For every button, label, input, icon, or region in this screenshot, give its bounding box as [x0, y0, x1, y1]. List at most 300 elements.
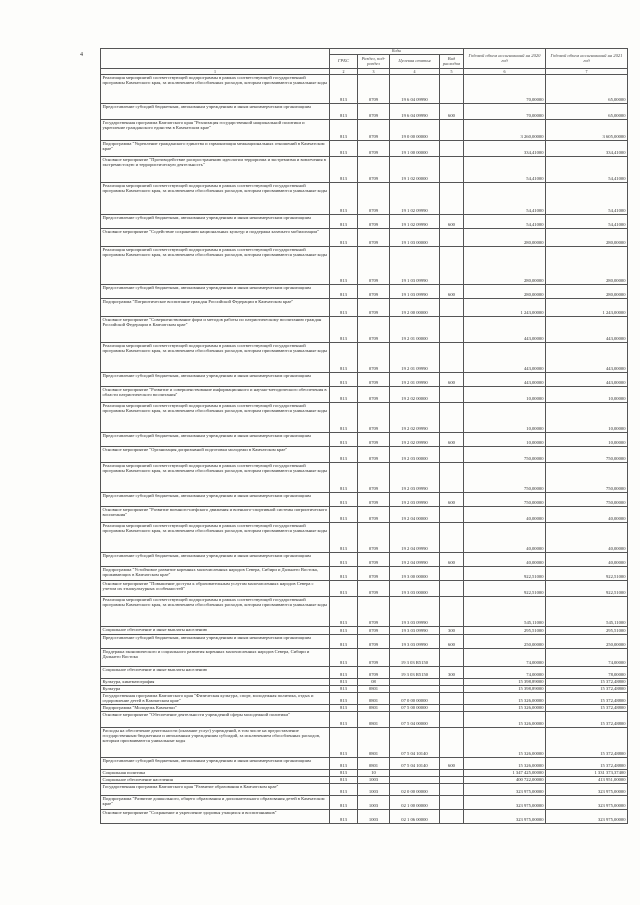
- row-section: 0709: [358, 566, 390, 580]
- row-target-article: 19 2 00 00000: [390, 298, 440, 316]
- row-target-article: 19 3 03 R5150: [390, 666, 440, 678]
- row-name: Реализация мероприятий соответствующей подпрограммы в рамках соответствующей государственной программы Камчатского края, за исключением обособленных расходов, которым присваиваются уникальные коды: [101, 462, 330, 492]
- row-section: 0709: [358, 626, 390, 634]
- row-amount-2020: 750,00000: [464, 492, 546, 506]
- row-expense-type: [440, 580, 464, 596]
- row-target-article: 19 3 03 09990: [390, 596, 440, 626]
- table-row: [101, 692, 628, 704]
- row-section: 0709: [358, 580, 390, 596]
- table-row: [101, 386, 628, 402]
- table-row: [101, 74, 628, 103]
- row-section: 1003: [358, 776, 390, 783]
- row-amount-2021: 1 331 373,37400: [546, 769, 628, 776]
- row-amount-2020: 15 326,00000: [464, 711, 546, 727]
- row-amount-2020: 750,00000: [464, 462, 546, 492]
- table-row: [101, 783, 628, 795]
- row-expense-type: [440, 648, 464, 666]
- row-amount-2020: 15 326,00000: [464, 757, 546, 769]
- row-amount-2020: 15 326,00000: [464, 727, 546, 757]
- index-cell: 3: [358, 68, 390, 74]
- row-grbs: 813: [330, 678, 358, 685]
- row-section: 0709: [358, 552, 390, 566]
- row-grbs: 813: [330, 284, 358, 298]
- row-target-article: 19 3 03 00000: [390, 580, 440, 596]
- table-row: [101, 685, 628, 692]
- row-section: 1003: [358, 809, 390, 823]
- row-grbs: 813: [330, 214, 358, 228]
- table-row: [101, 246, 628, 284]
- row-expense-type: 600: [440, 284, 464, 298]
- row-target-article: 19 3 03 R5150: [390, 648, 440, 666]
- row-grbs: 813: [330, 580, 358, 596]
- row-target-article: 02 1 00 00000: [390, 795, 440, 809]
- row-amount-2020: 15 398,89000: [464, 678, 546, 685]
- row-name: Государственная программа Камчатского края "Развитие образования в Камчатском крае": [101, 783, 330, 795]
- row-amount-2020: 334,41000: [464, 140, 546, 156]
- row-amount-2020: 1 347 425,00000: [464, 769, 546, 776]
- row-amount-2020: 545,11000: [464, 596, 546, 626]
- table-row: [101, 402, 628, 432]
- row-amount-2020: 250,00000: [464, 634, 546, 648]
- row-amount-2021: 250,00000: [546, 634, 628, 648]
- row-name: Предоставление субсидий бюджетным, автономным учреждениям и иным некоммерческим организациям: [101, 284, 330, 298]
- row-amount-2020: 280,00000: [464, 284, 546, 298]
- row-expense-type: [440, 402, 464, 432]
- row-amount-2020: 280,00000: [464, 228, 546, 246]
- row-name: Основное мероприятие "Противодействие распространению идеологии терроризма и экстремизма и вовлечения в экстремистскую и террористическую деятельность": [101, 156, 330, 182]
- row-target-article: 07 5 00 00000: [390, 704, 440, 711]
- row-expense-type: [440, 462, 464, 492]
- table-row: [101, 214, 628, 228]
- row-target-article: 19 2 03 00000: [390, 446, 440, 462]
- header-section: Раздел, под-раздел: [358, 54, 390, 68]
- row-target-article: 19 2 03 09990: [390, 492, 440, 506]
- row-amount-2021: 54,41000: [546, 214, 628, 228]
- row-amount-2021: 443,00000: [546, 342, 628, 372]
- row-amount-2021: 40,00000: [546, 506, 628, 522]
- budget-rows: [101, 74, 628, 823]
- row-grbs: 813: [330, 648, 358, 666]
- row-name: Предоставление субсидий бюджетным, автономным учреждениям и иным некоммерческим организациям: [101, 372, 330, 386]
- table-row: [101, 316, 628, 342]
- row-expense-type: 600: [440, 552, 464, 566]
- row-amount-2020: 400 722,00000: [464, 776, 546, 783]
- row-amount-2020: 10,00000: [464, 386, 546, 402]
- row-amount-2021: 15 372,48800: [546, 678, 628, 685]
- row-amount-2020: 40,00000: [464, 552, 546, 566]
- row-section: 0709: [358, 648, 390, 666]
- row-section: 0709: [358, 506, 390, 522]
- row-grbs: 813: [330, 386, 358, 402]
- row-expense-type: 600: [440, 372, 464, 386]
- row-amount-2020: 10,00000: [464, 432, 546, 446]
- row-name: Предоставление субсидий бюджетным, автономным учреждениям и иным некоммерческим организациям: [101, 214, 330, 228]
- row-amount-2021: 750,00000: [546, 462, 628, 492]
- row-amount-2020: 1 243,00000: [464, 298, 546, 316]
- header-target-article: Целевая статья: [390, 54, 440, 68]
- row-amount-2021: 54,41000: [546, 156, 628, 182]
- row-grbs: 813: [330, 103, 358, 119]
- row-name: Предоставление субсидий бюджетным, автономным учреждениям и иным некоммерческим организациям: [101, 103, 330, 119]
- row-grbs: 813: [330, 402, 358, 432]
- row-expense-type: 600: [440, 634, 464, 648]
- row-expense-type: [440, 74, 464, 103]
- row-name: Реализация мероприятий соответствующей подпрограммы в рамках соответствующей государственной программы Камчатского края, за исключением обособленных расходов, которым присваиваются уникальные коды: [101, 246, 330, 284]
- row-name: Расходы на обеспечение деятельности (оказание услуг) учреждений, в том числе на предоставление государственным бюджетным и автономным учреждениям субсидий, за исключением обособленных расходов, которым присваиваются уникальные коды: [101, 727, 330, 757]
- row-section: 0801: [358, 704, 390, 711]
- table-row: [101, 776, 628, 783]
- table-row: [101, 666, 628, 678]
- table-row: [101, 462, 628, 492]
- row-amount-2020: 74,00000: [464, 648, 546, 666]
- row-target-article: 19 2 04 00000: [390, 506, 440, 522]
- table-row: [101, 648, 628, 666]
- header-name: [101, 49, 330, 69]
- table-row: [101, 492, 628, 506]
- row-target-article: [390, 685, 440, 692]
- row-amount-2020: 443,00000: [464, 342, 546, 372]
- row-amount-2020: 323 975,00000: [464, 783, 546, 795]
- row-amount-2021: 443,00000: [546, 372, 628, 386]
- row-target-article: 19 2 02 00000: [390, 386, 440, 402]
- row-expense-type: 300: [440, 666, 464, 678]
- row-amount-2021: 280,00000: [546, 246, 628, 284]
- row-section: 0709: [358, 492, 390, 506]
- row-grbs: 813: [330, 492, 358, 506]
- row-grbs: 813: [330, 692, 358, 704]
- table-row: [101, 634, 628, 648]
- table-row: [101, 156, 628, 182]
- row-grbs: 813: [330, 506, 358, 522]
- index-cell: 7: [546, 68, 628, 74]
- row-name: Предоставление субсидий бюджетным, автономным учреждениям и иным некоммерческим организациям: [101, 432, 330, 446]
- table-row: [101, 711, 628, 727]
- row-name: Основное мероприятие "Сохранение и укрепление здоровья учащихся и воспитанников": [101, 809, 330, 823]
- row-section: 1003: [358, 795, 390, 809]
- row-section: 0709: [358, 596, 390, 626]
- row-name: Социальная политика: [101, 769, 330, 776]
- row-grbs: 813: [330, 298, 358, 316]
- row-amount-2021: 78,00000: [546, 666, 628, 678]
- row-expense-type: [440, 246, 464, 284]
- row-grbs: 813: [330, 522, 358, 552]
- row-target-article: 19 2 02 09990: [390, 432, 440, 446]
- row-expense-type: [440, 769, 464, 776]
- row-name: Реализация мероприятий соответствующей подпрограммы в рамках соответствующей государственной программы Камчатского края, за исключением обособленных расходов, которым присваиваются уникальные коды: [101, 342, 330, 372]
- row-grbs: 813: [330, 432, 358, 446]
- row-expense-type: [440, 704, 464, 711]
- row-name: Реализация мероприятий соответствующей подпрограммы в рамках соответствующей государственной программы Камчатского края, за исключением обособленных расходов, которым присваиваются уникальные коды: [101, 402, 330, 432]
- row-name: Культура: [101, 685, 330, 692]
- header-codes-group: Коды: [330, 49, 464, 55]
- row-expense-type: [440, 298, 464, 316]
- row-amount-2021: 54,41000: [546, 182, 628, 214]
- budget-table-sheet: [100, 48, 627, 898]
- row-section: 0709: [358, 284, 390, 298]
- row-section: 0801: [358, 757, 390, 769]
- row-grbs: 813: [330, 316, 358, 342]
- row-grbs: 813: [330, 809, 358, 823]
- row-amount-2021: 65,00000: [546, 74, 628, 103]
- row-amount-2021: 334,41000: [546, 140, 628, 156]
- row-name: Реализация мероприятий соответствующей подпрограммы в рамках соответствующей государственной программы Камчатского края, за исключением обособленных расходов, которым присваиваются уникальные коды: [101, 182, 330, 214]
- row-amount-2020: 295,51000: [464, 626, 546, 634]
- row-grbs: 813: [330, 552, 358, 566]
- row-target-article: 02 0 00 00000: [390, 783, 440, 795]
- row-section: 0709: [358, 402, 390, 432]
- row-target-article: 19 3 03 09990: [390, 626, 440, 634]
- row-expense-type: [440, 809, 464, 823]
- index-cell: 5: [440, 68, 464, 74]
- row-target-article: 19 6 04 09990: [390, 74, 440, 103]
- row-section: 0709: [358, 522, 390, 552]
- row-name: Подпрограмма "Укрепление гражданского единства и гармонизация межнациональных отношений в Камчатском крае": [101, 140, 330, 156]
- row-section: 1003: [358, 783, 390, 795]
- table-row: [101, 704, 628, 711]
- row-amount-2020: 54,41000: [464, 214, 546, 228]
- row-grbs: 813: [330, 566, 358, 580]
- index-cell: 4: [390, 68, 440, 74]
- row-grbs: 813: [330, 446, 358, 462]
- table-row: [101, 580, 628, 596]
- row-target-article: 19 2 02 09990: [390, 402, 440, 432]
- row-grbs: 813: [330, 626, 358, 634]
- row-amount-2020: 750,00000: [464, 446, 546, 462]
- row-section: 0709: [358, 119, 390, 140]
- row-grbs: 813: [330, 685, 358, 692]
- row-amount-2021: 922,51000: [546, 566, 628, 580]
- row-amount-2020: 443,00000: [464, 372, 546, 386]
- row-target-article: 19 2 04 09990: [390, 552, 440, 566]
- row-section: 0709: [358, 666, 390, 678]
- row-target-article: 19 3 00 00000: [390, 566, 440, 580]
- row-amount-2021: 280,00000: [546, 228, 628, 246]
- row-section: 0709: [358, 103, 390, 119]
- table-row: [101, 140, 628, 156]
- row-expense-type: 300: [440, 626, 464, 634]
- row-target-article: [390, 776, 440, 783]
- row-amount-2021: 15 372,48800: [546, 727, 628, 757]
- row-section: 0709: [358, 634, 390, 648]
- row-expense-type: [440, 119, 464, 140]
- row-section: 0709: [358, 156, 390, 182]
- row-expense-type: [440, 685, 464, 692]
- row-expense-type: [440, 678, 464, 685]
- row-section: 0801: [358, 727, 390, 757]
- table-row: [101, 182, 628, 214]
- row-expense-type: [440, 727, 464, 757]
- index-cell: 1: [101, 68, 330, 74]
- row-target-article: 07 5 04 10140: [390, 757, 440, 769]
- row-amount-2021: 295,51000: [546, 626, 628, 634]
- row-grbs: 813: [330, 776, 358, 783]
- row-amount-2021: 10,00000: [546, 386, 628, 402]
- row-expense-type: [440, 506, 464, 522]
- row-amount-2021: 280,00000: [546, 284, 628, 298]
- row-name: Основное мероприятие "Содействие сохранению национальных культур и поддержка казачьего мобилизации": [101, 228, 330, 246]
- row-section: 0709: [358, 228, 390, 246]
- index-cell: 2: [330, 68, 358, 74]
- header-expense-type: Вид расходов: [440, 54, 464, 68]
- row-expense-type: 600: [440, 757, 464, 769]
- row-section: 0709: [358, 316, 390, 342]
- row-grbs: 813: [330, 704, 358, 711]
- row-grbs: 813: [330, 769, 358, 776]
- row-amount-2020: 40,00000: [464, 506, 546, 522]
- table-row: [101, 446, 628, 462]
- row-expense-type: 600: [440, 214, 464, 228]
- row-name: Социальное обеспечение населения: [101, 776, 330, 783]
- table-row: [101, 596, 628, 626]
- row-expense-type: [440, 566, 464, 580]
- row-target-article: 19 1 02 00000: [390, 156, 440, 182]
- row-amount-2020: 54,41000: [464, 182, 546, 214]
- table-row: [101, 506, 628, 522]
- row-name: Основное мероприятие "Развитие военного-шефского движения и военного-спортивной системы патриотического воспитания": [101, 506, 330, 522]
- row-expense-type: [440, 776, 464, 783]
- row-grbs: 813: [330, 119, 358, 140]
- row-target-article: 19 6 04 09990: [390, 103, 440, 119]
- table-row: [101, 757, 628, 769]
- row-amount-2021: 15 372,48800: [546, 692, 628, 704]
- row-expense-type: [440, 140, 464, 156]
- row-target-article: [390, 769, 440, 776]
- row-name: Основное мероприятие "Совершенствование форм и методов работы по патриотическому воспитанию граждан Российской Федерации в Камчатском крае": [101, 316, 330, 342]
- row-expense-type: [440, 446, 464, 462]
- row-target-article: 07 5 04 10140: [390, 727, 440, 757]
- row-amount-2021: 10,00000: [546, 402, 628, 432]
- row-target-article: 19 1 02 09990: [390, 182, 440, 214]
- row-amount-2021: 15 372,48800: [546, 704, 628, 711]
- row-name: Подпрограмма "Развитие дошкольного, общего образования и дополнительного образования детей в Камчатском крае": [101, 795, 330, 809]
- row-name: Государственная программа Камчатского края "Реализация государственной национальной политики и укрепление гражданского единства в Камчатском крае": [101, 119, 330, 140]
- row-amount-2020: 15 326,00000: [464, 692, 546, 704]
- row-expense-type: [440, 795, 464, 809]
- row-expense-type: [440, 692, 464, 704]
- row-amount-2021: 15 372,48800: [546, 685, 628, 692]
- row-amount-2020: 922,51000: [464, 566, 546, 580]
- row-name: Подпрограмма "Молодежь Камчатки": [101, 704, 330, 711]
- row-section: 0801: [358, 692, 390, 704]
- row-name: Реализация мероприятий соответствующей подпрограммы в рамках соответствующей государственной программы Камчатского края, за исключением обособленных расходов, которым присваиваются уникальные коды: [101, 74, 330, 103]
- row-section: 0709: [358, 246, 390, 284]
- row-target-article: 07 0 00 00000: [390, 692, 440, 704]
- row-name: Основное мероприятие "Развитие и совершенствование информационного и научно-методического обеспечения в области патриотического воспитания": [101, 386, 330, 402]
- row-amount-2021: 3 605,00000: [546, 119, 628, 140]
- row-amount-2021: 750,00000: [546, 446, 628, 462]
- row-name: Предоставление субсидий бюджетным, автономным учреждениям и иным некоммерческим организациям: [101, 552, 330, 566]
- row-grbs: 813: [330, 140, 358, 156]
- row-expense-type: [440, 182, 464, 214]
- row-amount-2021: 922,51000: [546, 580, 628, 596]
- row-name: Основное мероприятие "Организация допризывной подготовки молодежи в Камчатском крае": [101, 446, 330, 462]
- row-section: 0709: [358, 372, 390, 386]
- row-amount-2021: 15 372,48800: [546, 757, 628, 769]
- table-row: [101, 678, 628, 685]
- row-target-article: 19 3 03 09990: [390, 634, 440, 648]
- table-row: [101, 432, 628, 446]
- row-grbs: 813: [330, 182, 358, 214]
- row-name: Реализация мероприятий соответствующей подпрограммы в рамках соответствующей государственной программы Камчатского края, за исключением обособленных расходов, которым присваиваются уникальные коды: [101, 596, 330, 626]
- row-expense-type: [440, 316, 464, 342]
- row-amount-2020: 15 326,00000: [464, 704, 546, 711]
- row-section: 0709: [358, 446, 390, 462]
- row-grbs: 813: [330, 757, 358, 769]
- row-grbs: 813: [330, 711, 358, 727]
- row-section: 0709: [358, 462, 390, 492]
- row-name: Предоставление субсидий бюджетным, автономным учреждениям и иным некоммерческим организациям: [101, 757, 330, 769]
- row-amount-2020: 323 975,00000: [464, 795, 546, 809]
- row-amount-2021: 40,00000: [546, 522, 628, 552]
- row-amount-2020: 70,00000: [464, 103, 546, 119]
- budget-allocation-table: [100, 48, 628, 824]
- row-amount-2020: 54,41000: [464, 156, 546, 182]
- row-grbs: 813: [330, 156, 358, 182]
- row-amount-2020: 922,51000: [464, 580, 546, 596]
- row-section: 08: [358, 678, 390, 685]
- table-row: [101, 342, 628, 372]
- row-amount-2020: 40,00000: [464, 522, 546, 552]
- row-amount-2020: 15 398,89000: [464, 685, 546, 692]
- row-grbs: 813: [330, 246, 358, 284]
- row-expense-type: [440, 228, 464, 246]
- row-name: Социальное обеспечение и иные выплаты населению: [101, 666, 330, 678]
- row-amount-2021: 65,00000: [546, 103, 628, 119]
- row-target-article: 02 1 06 00000: [390, 809, 440, 823]
- row-name: Предоставление субсидий бюджетным, автономным учреждениям и иным некоммерческим организациям: [101, 634, 330, 648]
- row-section: 0709: [358, 298, 390, 316]
- row-target-article: [390, 678, 440, 685]
- table-row: [101, 119, 628, 140]
- row-grbs: 813: [330, 372, 358, 386]
- row-section: 0709: [358, 342, 390, 372]
- row-target-article: 19 0 00 00000: [390, 119, 440, 140]
- row-target-article: 19 1 00 00000: [390, 140, 440, 156]
- row-grbs: 813: [330, 342, 358, 372]
- table-row: [101, 566, 628, 580]
- row-expense-type: 600: [440, 432, 464, 446]
- row-target-article: 19 1 03 09990: [390, 284, 440, 298]
- row-section: 0709: [358, 140, 390, 156]
- row-name: Подпрограмма "Патриотическое воспитание граждан Российской Федерации в Камчатском крае": [101, 298, 330, 316]
- row-amount-2021: 10,00000: [546, 432, 628, 446]
- index-cell: 6: [464, 68, 546, 74]
- table-row: [101, 809, 628, 823]
- table-row: [101, 769, 628, 776]
- row-name: Основное мероприятие "Обеспечение деятельности учреждений сферы молодежной политики": [101, 711, 330, 727]
- row-amount-2020: 70,00000: [464, 74, 546, 103]
- row-expense-type: [440, 596, 464, 626]
- row-amount-2021: 323 975,00000: [546, 795, 628, 809]
- row-amount-2020: 74,00000: [464, 666, 546, 678]
- row-grbs: 813: [330, 228, 358, 246]
- row-section: 10: [358, 769, 390, 776]
- row-target-article: 19 2 01 00000: [390, 316, 440, 342]
- row-name: Подпрограмма "Устойчивое развитие коренных малочисленных народов Севера, Сибири и Дальнего Востока, проживающих в Камчатском крае": [101, 566, 330, 580]
- row-expense-type: [440, 711, 464, 727]
- row-target-article: 19 1 03 00000: [390, 228, 440, 246]
- row-name: Предоставление субсидий бюджетным, автономным учреждениям и иным некоммерческим организациям: [101, 492, 330, 506]
- table-row: [101, 522, 628, 552]
- row-expense-type: [440, 342, 464, 372]
- row-amount-2021: 74,00000: [546, 648, 628, 666]
- row-target-article: 07 5 04 00000: [390, 711, 440, 727]
- row-amount-2020: 10,00000: [464, 402, 546, 432]
- row-section: 0709: [358, 432, 390, 446]
- row-grbs: 813: [330, 783, 358, 795]
- header-grbs: ГРБС: [330, 54, 358, 68]
- table-row: [101, 372, 628, 386]
